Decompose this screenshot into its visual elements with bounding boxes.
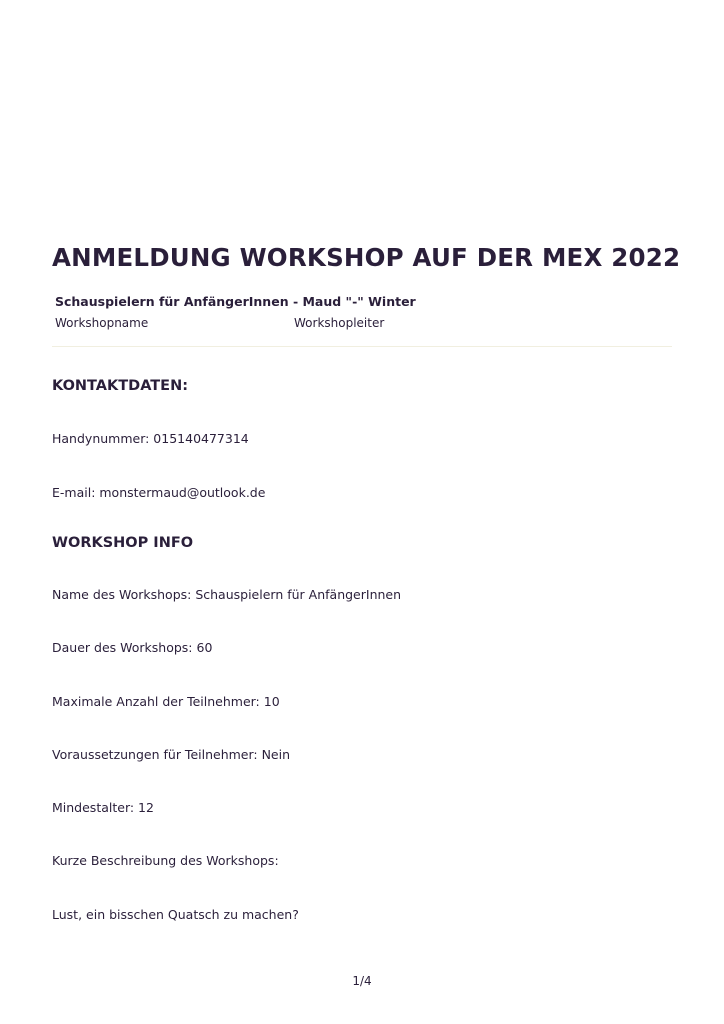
field-voraussetzungen: Voraussetzungen für Teilnehmer: Nein <box>52 747 291 762</box>
section-heading-kontaktdaten: KONTAKTDATEN: <box>52 378 189 394</box>
field-max-teilnehmer: Maximale Anzahl der Teilnehmer: 10 <box>52 694 280 709</box>
section-heading-workshop-info: WORKSHOP INFO <box>52 535 194 551</box>
field-workshop-name: Name des Workshops: Schauspielern für AnfängerInnen <box>52 587 402 602</box>
field-handynummer: Handynummer: 015140477314 <box>52 431 249 446</box>
document-title: ANMELDUNG WORKSHOP AUF DER MEX 2022 <box>52 243 681 272</box>
field-beschreibung-label: Kurze Beschreibung des Workshops: <box>52 853 279 868</box>
page-number: 1/4 <box>352 974 372 988</box>
caption-workshopname: Workshopname <box>55 316 149 330</box>
field-beschreibung-text: Lust, ein bisschen Quatsch zu machen? <box>52 907 299 922</box>
field-dauer: Dauer des Workshops: 60 <box>52 640 213 655</box>
field-mindestalter: Mindestalter: 12 <box>52 800 154 815</box>
header-divider <box>52 346 672 347</box>
caption-workshopleiter: Workshopleiter <box>294 316 385 330</box>
field-email: E-mail: monstermaud@outlook.de <box>52 485 266 500</box>
workshop-subtitle: Schauspielern für AnfängerInnen - Maud "-" Winter <box>55 294 416 309</box>
